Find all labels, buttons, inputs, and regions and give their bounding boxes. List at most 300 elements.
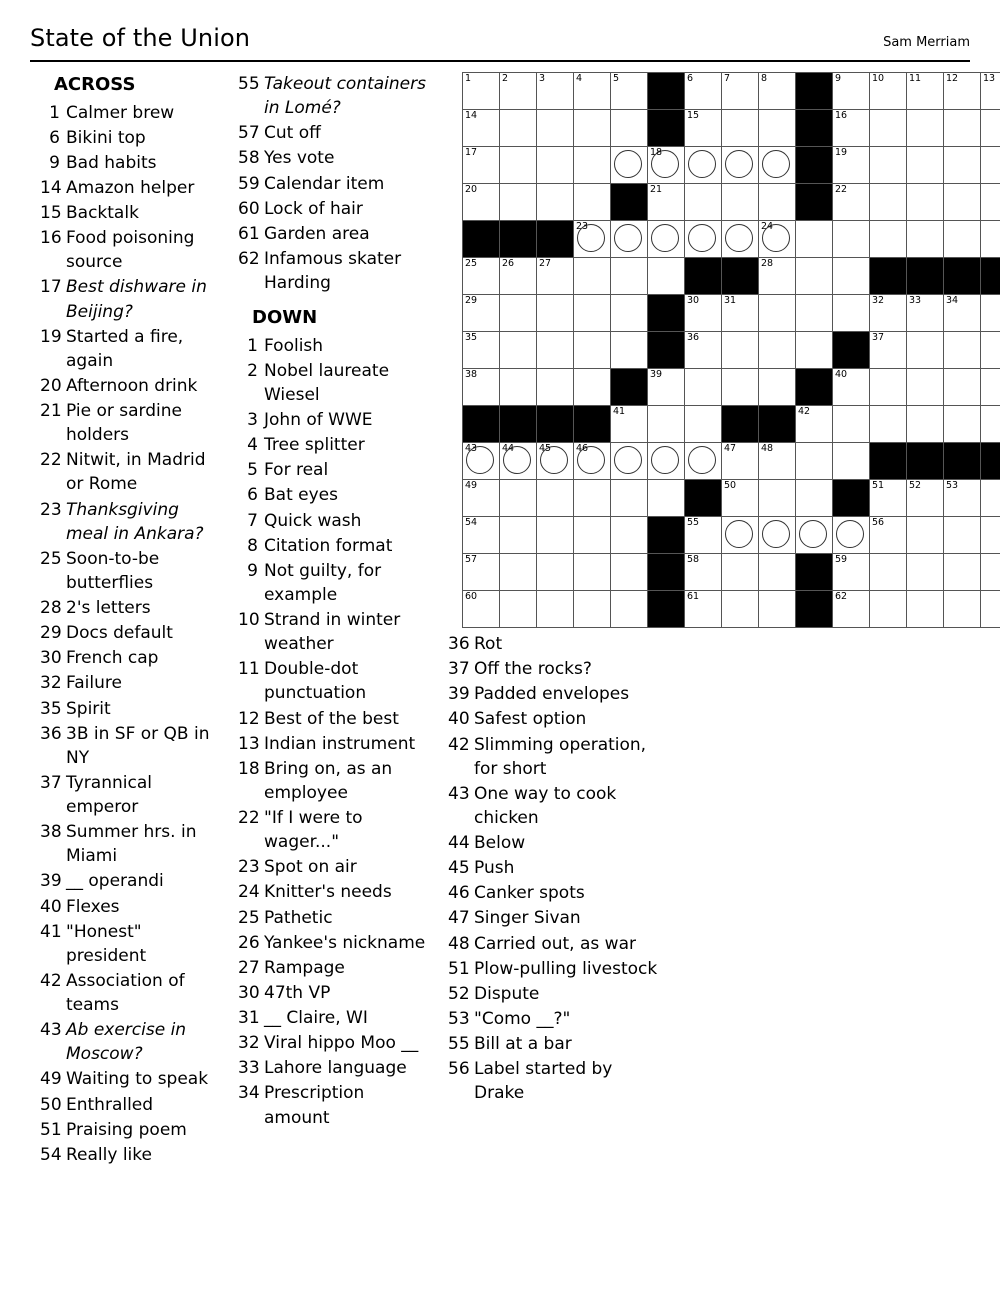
- across-heading: ACROSS: [54, 74, 136, 95]
- grid-cell[interactable]: [944, 517, 981, 554]
- grid-cell[interactable]: [574, 147, 611, 184]
- clue-text: Infamous skater Harding: [264, 248, 402, 293]
- grid-cell[interactable]: [500, 332, 537, 369]
- grid-cell-number: 48: [761, 443, 774, 454]
- grid-cell[interactable]: [796, 221, 833, 258]
- grid-cell[interactable]: [759, 369, 796, 406]
- across-clue[interactable]: [40, 547, 226, 595]
- grid-cell[interactable]: [833, 110, 870, 147]
- grid-cell[interactable]: [722, 110, 759, 147]
- grid-cell[interactable]: [796, 332, 833, 369]
- grid-cell[interactable]: [574, 591, 611, 628]
- grid-cell[interactable]: [574, 110, 611, 147]
- grid-cell[interactable]: [611, 591, 648, 628]
- grid-cell[interactable]: [537, 332, 574, 369]
- across-clue[interactable]: [238, 121, 428, 145]
- grid-cell[interactable]: [907, 554, 944, 591]
- grid-cell[interactable]: [907, 369, 944, 406]
- grid-cell[interactable]: [907, 480, 944, 517]
- across-clue[interactable]: [40, 226, 226, 274]
- crossword-grid[interactable]: [462, 72, 1000, 628]
- grid-cell[interactable]: [981, 332, 1000, 369]
- grid-cell[interactable]: [463, 369, 500, 406]
- grid-cell[interactable]: [907, 332, 944, 369]
- grid-cell[interactable]: [611, 480, 648, 517]
- down-clue[interactable]: [238, 707, 428, 731]
- grid-cell[interactable]: [759, 443, 796, 480]
- down-clue[interactable]: [238, 806, 428, 854]
- grid-cell[interactable]: [907, 591, 944, 628]
- grid-cell[interactable]: [870, 406, 907, 443]
- down-clue[interactable]: [448, 856, 658, 880]
- grid-cell[interactable]: [500, 517, 537, 554]
- grid-cell[interactable]: [537, 554, 574, 591]
- down-clue[interactable]: [238, 1006, 428, 1030]
- down-clue[interactable]: [238, 880, 428, 904]
- down-clue[interactable]: [238, 657, 428, 705]
- down-clue[interactable]: [238, 559, 428, 607]
- grid-cell[interactable]: [981, 369, 1000, 406]
- across-clue[interactable]: [40, 596, 226, 620]
- grid-cell[interactable]: [463, 443, 500, 480]
- down-clue[interactable]: [238, 458, 428, 482]
- grid-block-cell: [463, 221, 500, 258]
- down-clue[interactable]: [238, 433, 428, 457]
- down-clue[interactable]: [238, 534, 428, 558]
- grid-cell[interactable]: [833, 554, 870, 591]
- grid-cell[interactable]: [944, 73, 981, 110]
- grid-cell[interactable]: [833, 406, 870, 443]
- grid-cell[interactable]: [574, 295, 611, 332]
- across-clue[interactable]: [40, 1118, 226, 1142]
- down-clue[interactable]: [448, 831, 658, 855]
- grid-cell[interactable]: [759, 221, 796, 258]
- across-clue[interactable]: [40, 697, 226, 721]
- grid-cell[interactable]: [907, 221, 944, 258]
- grid-cell[interactable]: [833, 591, 870, 628]
- grid-cell[interactable]: [685, 184, 722, 221]
- across-clue[interactable]: [40, 275, 226, 323]
- grid-cell[interactable]: [870, 73, 907, 110]
- grid-cell[interactable]: [981, 406, 1000, 443]
- grid-cell[interactable]: [759, 73, 796, 110]
- across-clue[interactable]: [40, 176, 226, 200]
- across-clue[interactable]: [40, 1067, 226, 1091]
- grid-cell[interactable]: [870, 517, 907, 554]
- grid-cell[interactable]: [944, 184, 981, 221]
- grid-cell[interactable]: [870, 110, 907, 147]
- grid-cell[interactable]: [463, 332, 500, 369]
- down-clue[interactable]: [448, 1007, 658, 1031]
- down-clue[interactable]: [238, 509, 428, 533]
- grid-cell[interactable]: [648, 258, 685, 295]
- grid-cell[interactable]: [833, 258, 870, 295]
- grid-block-cell: [648, 332, 685, 369]
- across-clue[interactable]: [40, 126, 226, 150]
- grid-cell[interactable]: [722, 554, 759, 591]
- grid-cell[interactable]: [685, 73, 722, 110]
- grid-cell[interactable]: [574, 73, 611, 110]
- grid-cell[interactable]: [685, 554, 722, 591]
- grid-cell[interactable]: [611, 517, 648, 554]
- down-clue[interactable]: [448, 657, 658, 681]
- across-clue[interactable]: [40, 1143, 226, 1167]
- down-clue[interactable]: [238, 1081, 428, 1129]
- grid-cell[interactable]: [759, 517, 796, 554]
- down-clue[interactable]: [238, 981, 428, 1005]
- grid-cell[interactable]: [833, 184, 870, 221]
- down-clue[interactable]: [448, 682, 658, 706]
- grid-cell[interactable]: [870, 369, 907, 406]
- down-clue[interactable]: [448, 957, 658, 981]
- grid-cell[interactable]: [500, 369, 537, 406]
- grid-cell[interactable]: [574, 184, 611, 221]
- grid-cell[interactable]: [944, 295, 981, 332]
- grid-cell[interactable]: [463, 295, 500, 332]
- grid-cell[interactable]: [944, 406, 981, 443]
- grid-cell[interactable]: [722, 332, 759, 369]
- grid-cell[interactable]: [500, 295, 537, 332]
- grid-block-cell: [796, 554, 833, 591]
- down-clue[interactable]: [238, 931, 428, 955]
- down-clue[interactable]: [448, 982, 658, 1006]
- grid-cell[interactable]: [907, 184, 944, 221]
- puzzle-header: [30, 24, 970, 62]
- down-clue[interactable]: [238, 334, 428, 358]
- grid-cell[interactable]: [759, 554, 796, 591]
- grid-cell[interactable]: [870, 554, 907, 591]
- across-clue[interactable]: [238, 222, 428, 246]
- clue-number: 29: [40, 623, 62, 644]
- grid-cell[interactable]: [907, 147, 944, 184]
- grid-cell[interactable]: [759, 258, 796, 295]
- across-clue[interactable]: [238, 72, 428, 120]
- down-clue[interactable]: [238, 1031, 428, 1055]
- grid-cell[interactable]: [981, 73, 1000, 110]
- grid-cell[interactable]: [870, 184, 907, 221]
- grid-cell[interactable]: [648, 147, 685, 184]
- grid-cell[interactable]: [537, 73, 574, 110]
- clue-text: Knitter's needs: [264, 882, 392, 903]
- grid-cell-number: 44: [502, 443, 515, 454]
- grid-cell[interactable]: [574, 258, 611, 295]
- grid-cell[interactable]: [500, 554, 537, 591]
- grid-cell[interactable]: [722, 147, 759, 184]
- across-clue[interactable]: [40, 151, 226, 175]
- grid-cell[interactable]: [574, 480, 611, 517]
- grid-cell[interactable]: [574, 554, 611, 591]
- grid-cell[interactable]: [870, 295, 907, 332]
- grid-cell[interactable]: [759, 110, 796, 147]
- grid-cell[interactable]: [981, 295, 1000, 332]
- grid-cell[interactable]: [722, 295, 759, 332]
- grid-cell[interactable]: [722, 480, 759, 517]
- grid-cell[interactable]: [981, 147, 1000, 184]
- grid-cell[interactable]: [685, 221, 722, 258]
- grid-cell[interactable]: [463, 517, 500, 554]
- across-clue[interactable]: [40, 646, 226, 670]
- grid-cell[interactable]: [833, 295, 870, 332]
- puzzle-author: Sam Merriam: [883, 35, 970, 50]
- grid-cell[interactable]: [611, 147, 648, 184]
- grid-cell[interactable]: [870, 147, 907, 184]
- across-clue[interactable]: [40, 671, 226, 695]
- grid-cell[interactable]: [537, 443, 574, 480]
- grid-cell[interactable]: [574, 517, 611, 554]
- down-clue[interactable]: [238, 408, 428, 432]
- clue-text: Not guilty, for example: [264, 560, 382, 605]
- grid-cell[interactable]: [685, 147, 722, 184]
- grid-cell[interactable]: [981, 517, 1000, 554]
- clue-number: 32: [238, 1033, 260, 1054]
- grid-cell[interactable]: [611, 332, 648, 369]
- down-clue[interactable]: [448, 782, 658, 830]
- grid-cell[interactable]: [500, 591, 537, 628]
- across-clue[interactable]: [238, 247, 428, 295]
- grid-cell[interactable]: [611, 73, 648, 110]
- grid-cell[interactable]: [907, 517, 944, 554]
- grid-cell[interactable]: [722, 73, 759, 110]
- across-clue[interactable]: [40, 771, 226, 819]
- grid-cell[interactable]: [944, 221, 981, 258]
- grid-cell[interactable]: [537, 369, 574, 406]
- clue-text: Rampage: [264, 957, 345, 978]
- grid-cell[interactable]: [907, 295, 944, 332]
- grid-cell[interactable]: [574, 443, 611, 480]
- grid-cell[interactable]: [759, 184, 796, 221]
- grid-cell[interactable]: [648, 443, 685, 480]
- grid-cell[interactable]: [796, 517, 833, 554]
- clue-column-2: [238, 72, 428, 1131]
- grid-cell[interactable]: [685, 369, 722, 406]
- grid-cell[interactable]: [463, 184, 500, 221]
- grid-cell[interactable]: [981, 480, 1000, 517]
- across-clue[interactable]: [40, 969, 226, 1017]
- grid-cell[interactable]: [722, 369, 759, 406]
- across-clue[interactable]: [238, 172, 428, 196]
- grid-cell[interactable]: [537, 184, 574, 221]
- grid-cell[interactable]: [611, 221, 648, 258]
- grid-cell[interactable]: [648, 221, 685, 258]
- grid-cell[interactable]: [907, 110, 944, 147]
- across-clue[interactable]: [238, 197, 428, 221]
- grid-cell[interactable]: [463, 258, 500, 295]
- grid-block-cell: [648, 295, 685, 332]
- down-clue[interactable]: [238, 906, 428, 930]
- grid-cell[interactable]: [685, 110, 722, 147]
- grid-cell[interactable]: [500, 443, 537, 480]
- grid-cell[interactable]: [722, 443, 759, 480]
- across-clue-list-part1: [40, 101, 226, 1167]
- grid-cell[interactable]: [759, 147, 796, 184]
- across-clue[interactable]: [40, 399, 226, 447]
- grid-cell[interactable]: [537, 480, 574, 517]
- grid-cell[interactable]: [463, 591, 500, 628]
- across-clue[interactable]: [40, 722, 226, 770]
- grid-cell[interactable]: [537, 295, 574, 332]
- grid-cell[interactable]: [537, 258, 574, 295]
- down-clue[interactable]: [448, 932, 658, 956]
- down-clue[interactable]: [238, 483, 428, 507]
- grid-cell[interactable]: [981, 591, 1000, 628]
- grid-cell[interactable]: [796, 443, 833, 480]
- grid-cell[interactable]: [611, 406, 648, 443]
- grid-cell[interactable]: [648, 480, 685, 517]
- grid-cell[interactable]: [685, 406, 722, 443]
- grid-cell[interactable]: [870, 221, 907, 258]
- grid-cell[interactable]: [907, 406, 944, 443]
- down-clue[interactable]: [448, 881, 658, 905]
- clue-text: Summer hrs. in Miami: [66, 822, 197, 867]
- grid-cell-number: 30: [687, 295, 700, 306]
- across-clue[interactable]: [40, 1093, 226, 1117]
- grid-cell[interactable]: [500, 480, 537, 517]
- grid-cell[interactable]: [796, 406, 833, 443]
- grid-cell[interactable]: [537, 147, 574, 184]
- grid-cell[interactable]: [796, 258, 833, 295]
- grid-cell[interactable]: [944, 591, 981, 628]
- grid-cell[interactable]: [722, 591, 759, 628]
- grid-row: [463, 443, 1000, 480]
- grid-cell[interactable]: [500, 184, 537, 221]
- grid-cell[interactable]: [463, 110, 500, 147]
- grid-cell[interactable]: [944, 480, 981, 517]
- across-clue-list-part2: [238, 72, 428, 295]
- grid-cell[interactable]: [944, 110, 981, 147]
- across-clue[interactable]: [40, 325, 226, 373]
- across-clue[interactable]: [40, 820, 226, 868]
- grid-row: [463, 480, 1000, 517]
- grid-cell[interactable]: [981, 221, 1000, 258]
- grid-cell[interactable]: [648, 406, 685, 443]
- grid-cell[interactable]: [500, 73, 537, 110]
- grid-cell[interactable]: [500, 258, 537, 295]
- grid-cell[interactable]: [500, 110, 537, 147]
- grid-cell[interactable]: [648, 184, 685, 221]
- circle-icon: [762, 520, 790, 548]
- grid-cell[interactable]: [537, 517, 574, 554]
- clue-number: 9: [247, 560, 258, 581]
- grid-block-cell: [648, 591, 685, 628]
- grid-cell[interactable]: [759, 332, 796, 369]
- grid-cell[interactable]: [944, 332, 981, 369]
- grid-cell[interactable]: [759, 295, 796, 332]
- clue-number: 57: [238, 123, 260, 144]
- across-clue[interactable]: [40, 101, 226, 125]
- across-clue[interactable]: [40, 201, 226, 225]
- grid-cell[interactable]: [685, 443, 722, 480]
- grid-cell[interactable]: [722, 517, 759, 554]
- down-clue[interactable]: [448, 1057, 658, 1105]
- page-title: State of the Union: [30, 24, 251, 52]
- grid-cell[interactable]: [685, 517, 722, 554]
- down-clue[interactable]: [448, 733, 658, 781]
- grid-cell[interactable]: [833, 369, 870, 406]
- down-clue[interactable]: [238, 359, 428, 407]
- grid-cell[interactable]: [833, 221, 870, 258]
- grid-cell-number: 9: [835, 73, 842, 84]
- grid-cell[interactable]: [981, 554, 1000, 591]
- down-clue[interactable]: [238, 956, 428, 980]
- grid-cell[interactable]: [574, 221, 611, 258]
- down-clue[interactable]: [448, 906, 658, 930]
- grid-cell[interactable]: [796, 480, 833, 517]
- grid-cell[interactable]: [463, 554, 500, 591]
- grid-cell[interactable]: [944, 369, 981, 406]
- across-clue[interactable]: [40, 920, 226, 968]
- down-clue[interactable]: [448, 1032, 658, 1056]
- grid-cell-number: 55: [687, 517, 700, 528]
- grid-cell[interactable]: [759, 480, 796, 517]
- grid-cell[interactable]: [648, 369, 685, 406]
- across-clue[interactable]: [40, 621, 226, 645]
- down-clue[interactable]: [238, 732, 428, 756]
- grid-cell[interactable]: [796, 295, 833, 332]
- grid-cell[interactable]: [944, 147, 981, 184]
- across-clue[interactable]: [40, 869, 226, 893]
- grid-cell[interactable]: [611, 295, 648, 332]
- across-clue[interactable]: [40, 498, 226, 546]
- grid-cell[interactable]: [611, 554, 648, 591]
- grid-cell[interactable]: [944, 554, 981, 591]
- grid-cell-number: 45: [539, 443, 552, 454]
- grid-cell[interactable]: [685, 591, 722, 628]
- grid-cell[interactable]: [722, 221, 759, 258]
- across-clue[interactable]: [40, 374, 226, 398]
- down-clue[interactable]: [448, 632, 658, 656]
- across-clue[interactable]: [40, 1018, 226, 1066]
- grid-cell[interactable]: [685, 295, 722, 332]
- across-clue[interactable]: [40, 448, 226, 496]
- grid-cell[interactable]: [981, 110, 1000, 147]
- grid-cell[interactable]: [463, 147, 500, 184]
- grid-cell[interactable]: [574, 369, 611, 406]
- grid-cell[interactable]: [870, 332, 907, 369]
- grid-cell[interactable]: [833, 443, 870, 480]
- grid-cell[interactable]: [722, 184, 759, 221]
- grid-cell[interactable]: [870, 591, 907, 628]
- clue-column-3: [448, 632, 658, 1106]
- grid-cell[interactable]: [611, 258, 648, 295]
- grid-cell[interactable]: [833, 73, 870, 110]
- clue-text: Off the rocks?: [474, 659, 592, 680]
- grid-cell[interactable]: [463, 73, 500, 110]
- grid-cell[interactable]: [463, 480, 500, 517]
- grid-cell[interactable]: [833, 517, 870, 554]
- down-clue[interactable]: [238, 855, 428, 879]
- down-clue[interactable]: [238, 757, 428, 805]
- grid-cell[interactable]: [907, 73, 944, 110]
- grid-cell[interactable]: [611, 110, 648, 147]
- grid-cell[interactable]: [537, 110, 574, 147]
- grid-cell[interactable]: [574, 332, 611, 369]
- across-clue[interactable]: [238, 146, 428, 170]
- grid-cell[interactable]: [759, 591, 796, 628]
- down-clue[interactable]: [448, 707, 658, 731]
- across-clue[interactable]: [40, 895, 226, 919]
- down-clue[interactable]: [238, 608, 428, 656]
- clue-number: 49: [40, 1069, 62, 1090]
- grid-cell[interactable]: [870, 480, 907, 517]
- grid-cell[interactable]: [981, 184, 1000, 221]
- grid-cell[interactable]: [685, 332, 722, 369]
- down-clue[interactable]: [238, 1056, 428, 1080]
- grid-cell[interactable]: [833, 147, 870, 184]
- grid-cell[interactable]: [537, 591, 574, 628]
- grid-cell-number: 33: [909, 295, 922, 306]
- grid-cell[interactable]: [611, 443, 648, 480]
- grid-cell[interactable]: [500, 147, 537, 184]
